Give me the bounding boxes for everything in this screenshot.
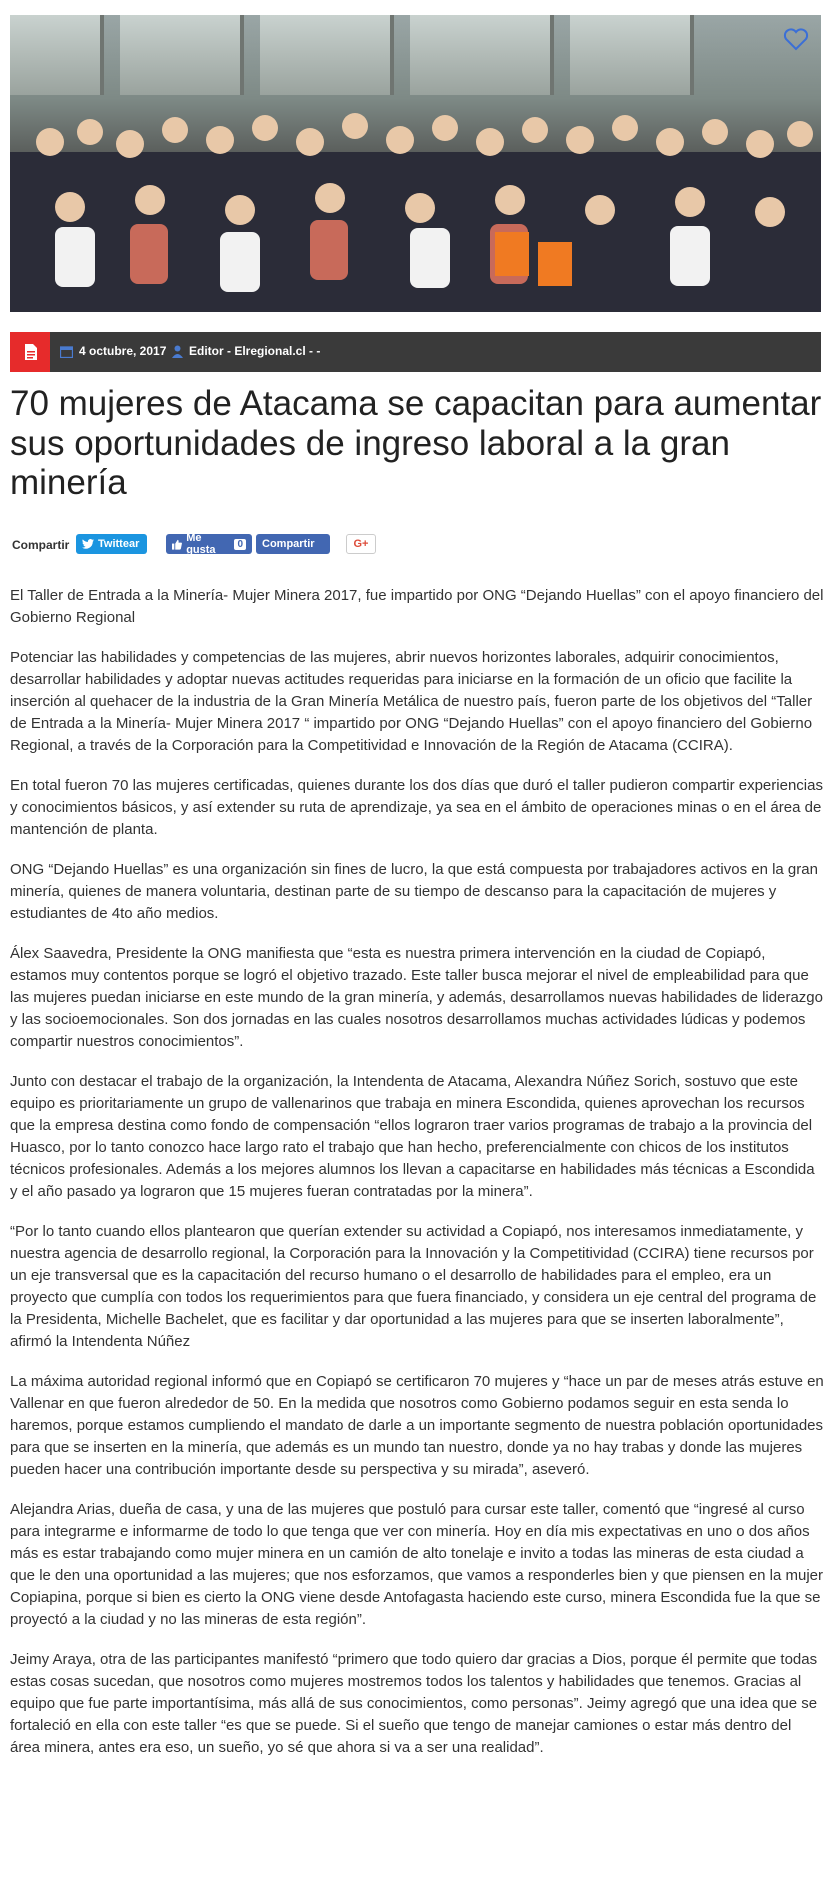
thumbs-up-icon — [172, 539, 182, 550]
article-paragraph: Alejandra Arias, dueña de casa, y una de las mujeres que postuló para cursar este taller, comentó que “ingresé al curso para integrarme e informarme de todo lo que tenga que ver con minería. Hoy en día mis expectativas en uno o dos años más es estar trabajando como mujer minera en un camión de alto tonelaje e invito a todas las mineras de esta ciudad a que le den una oportunidad a las mujeres; que nos esforzamos, que vamos a responderles bien y que piensen en la mujer Copiapina, porque si bien es cierto la ONG viene desde Antofagasta haciendo este curso, minera Escondida fue la que se proyectó a la ciudad y no las mineras de esta región”. — [10, 1501, 824, 1628]
twitter-share-label: Twittear — [98, 538, 140, 550]
facebook-share-button[interactable] — [256, 534, 330, 554]
article-paragraph: El Taller de Entrada a la Minería- Mujer Minera 2017, fue impartido por ONG “Dejando Huellas” con el apoyo financiero del Gobierno Regional — [10, 587, 824, 626]
facebook-like-count: 0 — [234, 539, 246, 550]
article-paragraph: La máxima autoridad regional informó que en Copiapó se certificaron 70 mujeres y “hace un par de meses atrás estuve en Vallenar en que fueron alrededor de 50. En la medida que nosotros como Gobierno podamos seguir en esta senda lo haremos, porque estamos cumpliendo el mandato de darle a un importante segmento de nuestra población oportunidades para que se inserten en la minería, que además es un mundo tan nuestro, donde ya no hay trabas y donde las mujeres pueden hacer una contribución importante desde su perspectiva y su mirada”, aseveró. — [10, 1373, 824, 1478]
calendar-icon — [60, 345, 73, 358]
article-paragraph: Álex Saavedra, Presidente la ONG manifiesta que “esta es nuestra primera intervención en la ciudad de Copiapó, estamos muy contentos porque se logró el objetivo trazado. Este taller busca mejorar el nivel de empleabilidad para que las mujeres puedan iniciarse en este mundo de la gran minería, y además, desarrollamos nuevas habilidades de liderazgo y las socioemocionales. Son dos jornadas en las cuales nosotros desarrollamos muchas actividades lúdicas y podemos compartir nuestros conocimientos”. — [10, 945, 823, 1050]
share-label: Compartir — [12, 538, 70, 552]
article-paragraph: Potenciar las habilidades y competencias de las mujeres, abrir nuevos horizontes laborales, adquirir conocimientos, desarrollar habilidades y adoptar nuevas actitudes requeridas para iniciarse en la formación de un oficio que facilite la inserción al quehacer de la industria de la Gran Minería Metálica de nuestro país, fueron parte de los objetivos del “Taller de Entrada a la Minería- Mujer Minera 2017 “ impartido por ONG “Dejando Huellas” con el apoyo financiero del Gobierno Regional, a través de la Corporación para la Competitividad e Innovación de la Región de Atacama (CCIRA). — [10, 649, 813, 754]
user-icon — [172, 345, 183, 358]
article-paragraph: En total fueron 70 las mujeres certificadas, quienes durante los dos días que duró el taller pudieron compartir experiencias y conocimientos básicos, y así extender su ruta de aprendizaje, ya sea en el ámbito de operaciones minas o en el área de mantención de planta. — [10, 777, 823, 838]
post-author-text[interactable]: Editor - Elregional.cl - - — [189, 344, 321, 358]
twitter-share-button[interactable] — [76, 534, 147, 554]
facebook-share-label: Compartir — [262, 538, 315, 550]
facebook-like-label: Me gusta — [186, 532, 216, 556]
article-paragraph: Jeimy Araya, otra de las participantes manifestó “primero que todo quiero dar gracias a Dios, porque él permite que todas estas cosas sucedan, que nosotros como mujeres mostremos todos los talentos y habilidades que tenemos. Gracias al equipo que fue parte importantísima, más allá de sus conocimientos, como personas”. Jeimy agregó que una idea que se fortaleció en ella con este taller “es que se puede. Si el sueño que tengo de manejar camiones o estar más dentro del área minera, antes era eso, un sueño, yo sé que ahora si va a ser una realidad”. — [10, 1651, 818, 1756]
twitter-icon — [82, 539, 94, 549]
article-paragraph: ONG “Dejando Huellas” es una organización sin fines de lucro, la que está compuesta por trabajadores activos en la gran minería, quienes de manera voluntaria, destinan parte de su tiempo de descanso para la capacitación de mujeres y estudiantes de 4to año medios. — [10, 861, 818, 922]
crowd-illustration — [10, 82, 821, 312]
post-meta-bar — [10, 332, 821, 372]
article-paragraph: “Por lo tanto cuando ellos plantearon que querían extender su actividad a Copiapó, nos interesamos inmediatamente, y nuestra agencia de desarrollo regional, la Corporación para la Innovación y la Competitividad (CCIRA) tiene recursos por un eje transversal que es la capacitación del recurso humano o el desarrollo de habilidades para el empleo, era un proyecto que cumplía con todos los requerimientos para que fuera financiado, y considera un eje central del programa de la Presidenta, Michelle Bachelet, que es facilitar y dar oportunidad a las mujeres para que se inserten laboralmente”, afirmó la Intendenta Núñez — [10, 1223, 817, 1350]
document-icon — [10, 332, 50, 372]
article-paragraph: Junto con destacar el trabajo de la organización, la Intendenta de Atacama, Alexandra Núñez Sorich, sostuvo que este equipo es prioritariamente un grupo de vallenarinos que trabaja en minera Escondida, quienes aprovechan los recursos que la empresa destina como fondo de compensación “ellos lograron traer varios programas de trabajo a la provincia del Huasco, por lo tanto conozco hace largo rato el trabajo que han hecho, preferencialmente con chicos de los institutos técnicos profesionales. Además a los mejores alumnos los llevan a capacitarse en habilidades más técnicas a Escondida y el año pasado ya lograron que 15 mujeres fueran contratadas por la minera”. — [10, 1073, 815, 1200]
post-format-tag — [10, 332, 50, 372]
google-plus-button[interactable] — [346, 534, 376, 554]
heart-icon[interactable] — [783, 27, 809, 51]
post-author[interactable] — [172, 344, 320, 358]
post-date — [60, 344, 166, 358]
post-date-text: 4 octubre, 2017 — [79, 344, 167, 358]
facebook-like-button[interactable] — [166, 534, 252, 554]
share-bar — [10, 534, 821, 558]
google-plus-label: G+ — [353, 538, 369, 550]
article-title: 70 mujeres de Atacama se capacitan para aumentar sus oportunidades de ingreso laboral a la gran minería — [10, 384, 822, 503]
hero-photo — [10, 15, 821, 312]
article-body — [10, 585, 825, 1777]
